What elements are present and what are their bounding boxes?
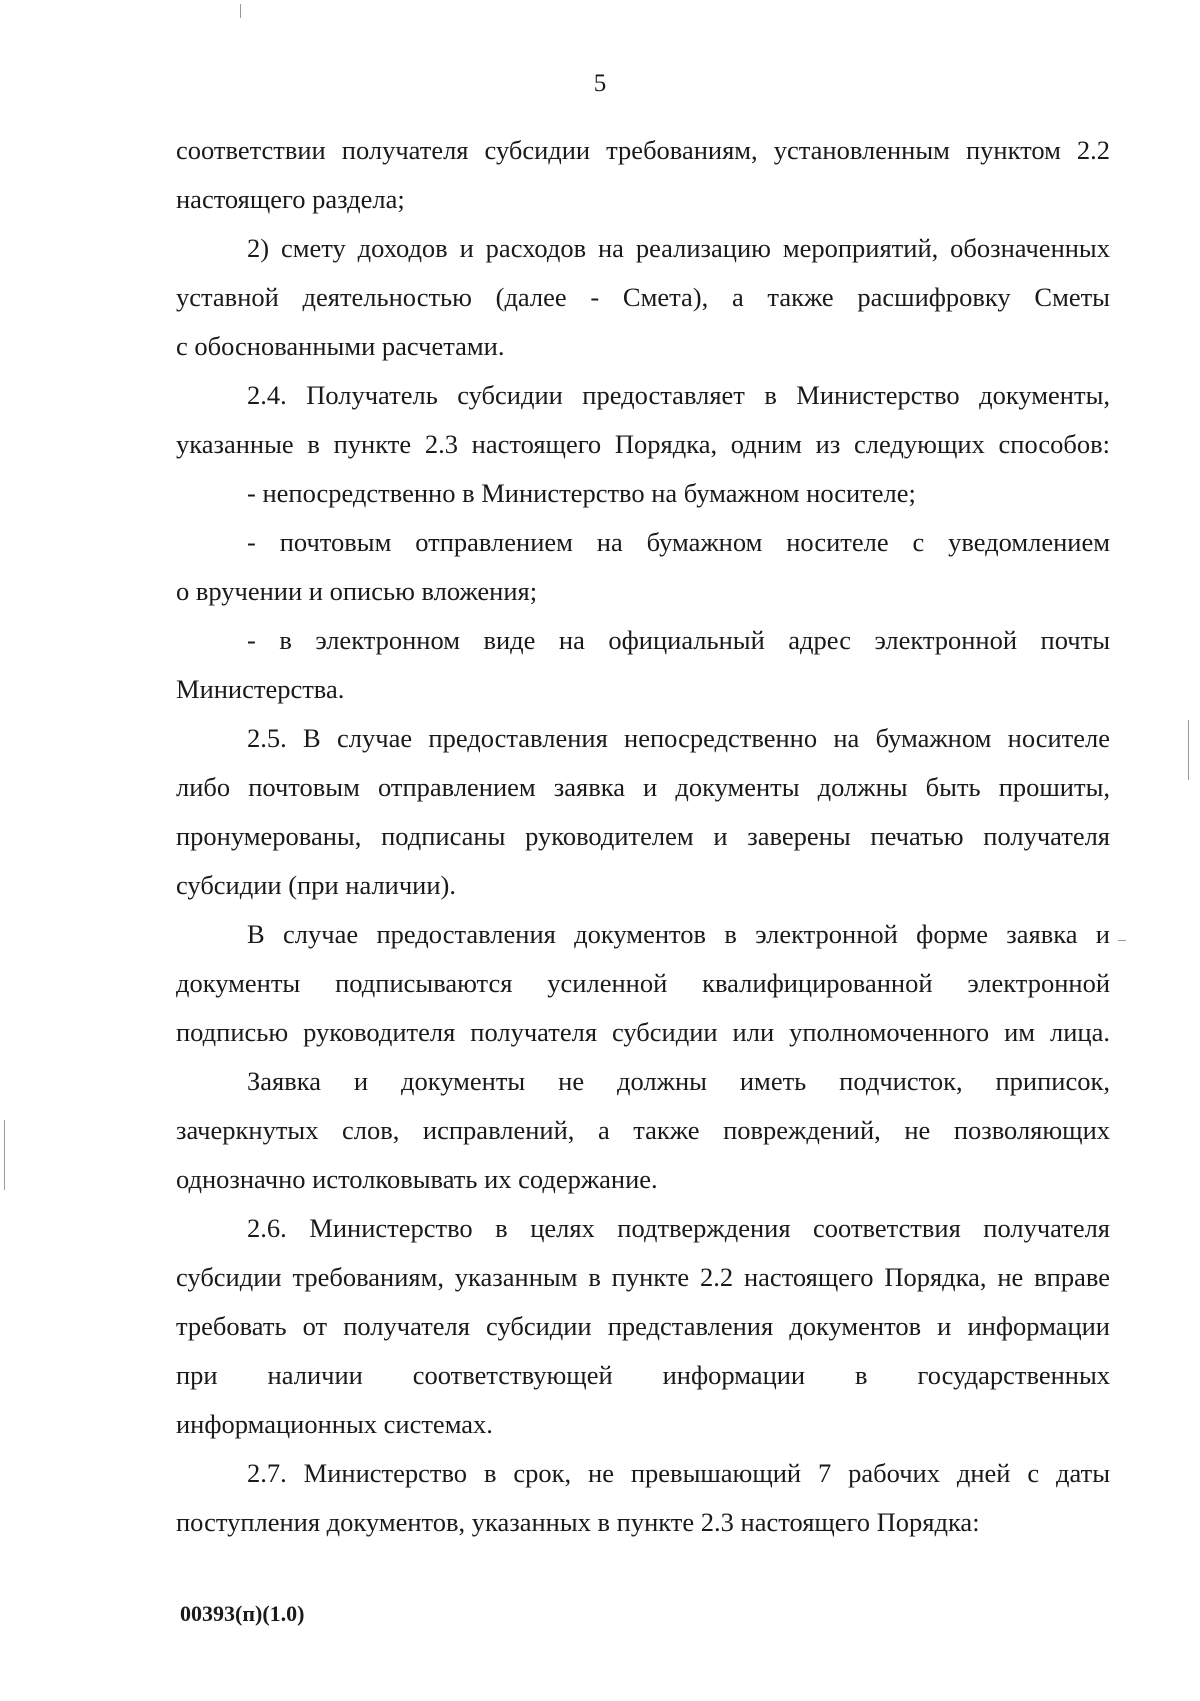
scan-edge-mark bbox=[1188, 720, 1189, 780]
text-line: 2.7. Министерство в срок, не превышающий 7 рабочих дней с даты bbox=[247, 1458, 1110, 1488]
text-line: о вручении и описью вложения; bbox=[176, 576, 538, 606]
text-line: однозначно истолковывать их содержание. bbox=[176, 1164, 658, 1194]
text-line: - непосредственно в Министерство на бумажном носителе; bbox=[247, 478, 916, 508]
text-line: уставной деятельностью (далее - Смета), а также расшифровку Сметы bbox=[176, 282, 1110, 312]
text-line: - почтовым отправлением на бумажном носителе с уведомлением bbox=[247, 527, 1110, 557]
text-line: документы подписываются усиленной квалифицированной электронной bbox=[176, 968, 1110, 998]
document-code: 00393(п)(1.0) bbox=[180, 1601, 305, 1626]
text-line: при наличии соответствующей информации в государственных bbox=[176, 1360, 1110, 1390]
text-line: 2.5. В случае предоставления непосредственно на бумажном носителе bbox=[247, 723, 1110, 753]
text-line: либо почтовым отправлением заявка и документы должны быть прошиты, bbox=[176, 772, 1110, 802]
text-line: с обоснованными расчетами. bbox=[176, 331, 505, 361]
text-line: В случае предоставления документов в электронной форме заявка и bbox=[247, 919, 1110, 949]
text-line: - в электронном виде на официальный адрес электронной почты bbox=[247, 625, 1110, 655]
text-line: Министерства. bbox=[176, 674, 345, 704]
text-line: настоящего раздела; bbox=[176, 184, 405, 214]
text-line: 2.6. Министерство в целях подтверждения соответствия получателя bbox=[247, 1213, 1110, 1243]
text-line: 2) смету доходов и расходов на реализацию мероприятий, обозначенных bbox=[247, 233, 1110, 263]
text-line: указанные в пункте 2.3 настоящего Порядка, одним из следующих способов: bbox=[176, 429, 1110, 459]
text-line: субсидии (при наличии). bbox=[176, 870, 456, 900]
document-body bbox=[176, 126, 1110, 1547]
text-line: Заявка и документы не должны иметь подчисток, приписок, bbox=[247, 1066, 1110, 1096]
text-line: пронумерованы, подписаны руководителем и заверены печатью получателя bbox=[176, 821, 1110, 851]
text-line: требовать от получателя субсидии представления документов и информации bbox=[176, 1311, 1110, 1341]
text-line: соответствии получателя субсидии требованиям, установленным пунктом 2.2 bbox=[176, 135, 1110, 165]
text-line: информационных системах. bbox=[176, 1409, 493, 1439]
text-line: подписью руководителя получателя субсидии или уполномоченного им лица. bbox=[176, 1017, 1110, 1047]
text-line: субсидии требованиям, указанным в пункте 2.2 настоящего Порядка, не вправе bbox=[176, 1262, 1110, 1292]
text-line: зачеркнутых слов, исправлений, а также повреждений, не позволяющих bbox=[176, 1115, 1110, 1145]
text-line: 2.4. Получатель субсидии предоставляет в Министерство документы, bbox=[247, 380, 1110, 410]
scan-edge-mark bbox=[1118, 940, 1126, 941]
text-line: поступления документов, указанных в пункте 2.3 настоящего Порядка: bbox=[176, 1507, 980, 1537]
scan-edge-mark bbox=[240, 4, 241, 18]
scan-edge-mark bbox=[4, 1120, 5, 1190]
page-number: 5 bbox=[593, 70, 607, 97]
